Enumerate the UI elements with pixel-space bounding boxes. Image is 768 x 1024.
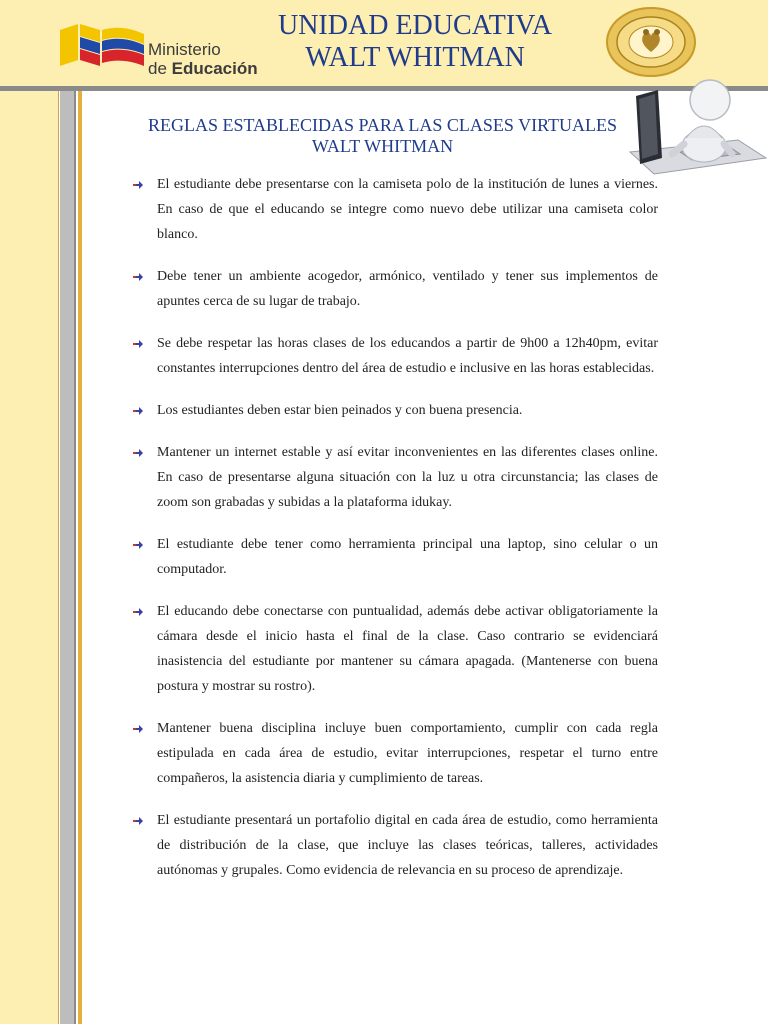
list-item xyxy=(130,599,658,699)
arrow-bullet-icon xyxy=(132,180,144,190)
document-title xyxy=(100,115,665,157)
list-item xyxy=(130,398,658,423)
document-title-line2: WALT WHITMAN xyxy=(311,136,454,156)
arrow-bullet-icon xyxy=(132,540,144,550)
list-item xyxy=(130,808,658,883)
school-title-line2: WALT WHITMAN xyxy=(305,42,525,73)
arrow-bullet-icon xyxy=(132,816,144,826)
ministry-line2 xyxy=(148,59,258,78)
arrow-bullet-icon xyxy=(132,272,144,282)
side-band xyxy=(0,91,59,1024)
school-seal-icon xyxy=(604,6,698,78)
school-title xyxy=(270,10,560,74)
arrow-bullet-icon xyxy=(132,607,144,617)
list-item xyxy=(130,331,658,381)
arrow-bullet-icon xyxy=(132,339,144,349)
rule-text: El estudiante presentará un portafolio digital en cada área de estudio, como herramienta de distribución de la clase, que incluye las clases teóricas, talleres, actividades autónomas y grupales. Como evidencia de relevancia en su proceso de aprendizaje. xyxy=(157,813,658,878)
ministry-name xyxy=(148,40,258,78)
ministry-logo-icon xyxy=(58,20,102,68)
ministry-line2-bold: Educación xyxy=(171,59,258,78)
list-item xyxy=(130,716,658,791)
arrow-bullet-icon xyxy=(132,406,144,416)
rule-text: Debe tener un ambiente acogedor, armónico, ventilado y tener sus implementos de apuntes cerca de su lugar de trabajo. xyxy=(157,269,658,309)
rule-text: El educando debe conectarse con puntualidad, además debe activar obligatoriamente la cámara desde el inicio hasta el final de la clase. Caso contrario se evidenciará inasistencia del estudiante por mantener su cámara apagada. (Mantenerse con buena postura y mostrar su rostro). xyxy=(157,604,658,694)
ministry-line2-prefix: de xyxy=(148,59,172,78)
list-item xyxy=(130,172,658,247)
document-title-line1: REGLAS ESTABLECIDAS PARA LAS CLASES VIRTUALES xyxy=(147,115,618,135)
rules-list xyxy=(130,172,658,900)
rule-text: Se debe respetar las horas clases de los educandos a partir de 9h00 a 12h40pm, evitar constantes interrupciones dentro del área de estudio e inclusive en las horas establecidas. xyxy=(157,336,658,376)
arrow-bullet-icon xyxy=(132,448,144,458)
list-item xyxy=(130,440,658,515)
ministry-flag-icon xyxy=(102,26,144,70)
rule-text: Los estudiantes deben estar bien peinados y con buena presencia. xyxy=(157,403,523,418)
person-at-computer-icon xyxy=(620,74,768,186)
side-gray-bar xyxy=(60,91,76,1024)
list-item xyxy=(130,532,658,582)
ministry-line1: Ministerio xyxy=(148,40,221,59)
school-title-line1: UNIDAD EDUCATIVA xyxy=(277,10,553,41)
list-item xyxy=(130,264,658,314)
side-gold-line xyxy=(78,91,82,1024)
rule-text: El estudiante debe presentarse con la camiseta polo de la institución de lunes a viernes. En caso de que el educando se integre como nuevo debe utilizar una camiseta color blanco. xyxy=(157,177,658,242)
rule-text: Mantener buena disciplina incluye buen comportamiento, cumplir con cada regla estipulada en cada área de estudio, evitar interrupciones, respetar el turno entre compañeros, la asistencia diaria y cumplimiento de tareas. xyxy=(157,721,658,786)
rule-text: Mantener un internet estable y así evitar inconvenientes en las diferentes clases online. En caso de presentarse alguna situación con la luz u otra circunstancia; las clases de zoom son grabadas y subidas a la plataforma idukay. xyxy=(157,445,658,510)
rule-text: El estudiante debe tener como herramienta principal una laptop, sino celular o un computador. xyxy=(157,537,658,577)
arrow-bullet-icon xyxy=(132,724,144,734)
